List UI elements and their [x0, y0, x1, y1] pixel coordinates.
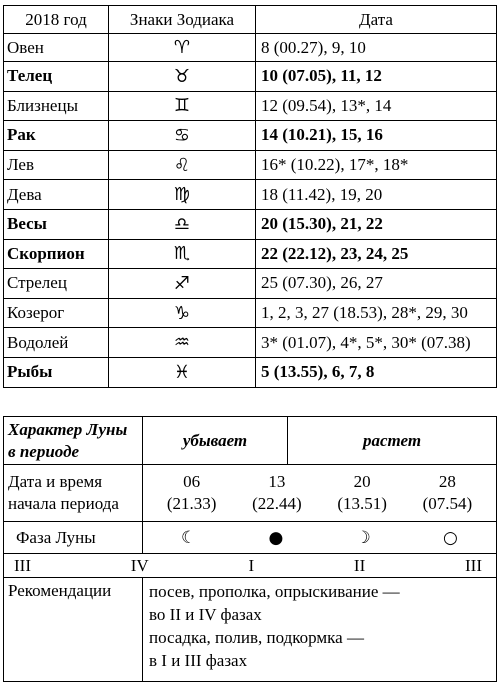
zodiac-row: [4, 121, 497, 151]
quarter-label: III: [465, 555, 482, 575]
moon-character-label-line1: Характер Луны: [8, 419, 128, 439]
zodiac-row: [4, 239, 497, 269]
moon-recommendations-row: [4, 578, 497, 682]
moon-character-label: [4, 417, 143, 465]
moon-phase-row: [4, 522, 497, 554]
zodiac-symbol-icon: ♐︎: [109, 269, 256, 299]
sign-dates: 20 (15.30), 21, 22: [256, 209, 497, 239]
period-day: 20: [353, 472, 371, 491]
period-time: (21.33): [166, 494, 217, 513]
sign-dates: 16* (10.22), 17*, 18*: [256, 150, 497, 180]
period-time: (07.54): [422, 494, 473, 513]
zodiac-row: [4, 34, 497, 62]
waxing-crescent-icon: ☽: [355, 527, 371, 548]
zodiac-symbol-icon: ♓︎: [109, 357, 256, 387]
moon-phase-icons: [143, 522, 497, 554]
sign-dates: 8 (00.27), 9, 10: [256, 34, 497, 62]
zodiac-symbol-icon: ♋︎: [109, 121, 256, 151]
zodiac-row: [4, 269, 497, 299]
sign-dates: 14 (10.21), 15, 16: [256, 121, 497, 151]
sign-name: Овен: [4, 34, 109, 62]
zodiac-row: [4, 180, 497, 210]
moon-waning: убывает: [143, 417, 288, 465]
sign-name: Лев: [4, 150, 109, 180]
moon-dates-label: [4, 465, 143, 522]
sign-dates: 5 (13.55), 6, 7, 8: [256, 357, 497, 387]
recommendation-line: посадка, полив, подкормка —: [149, 628, 364, 647]
zodiac-row: [4, 62, 497, 92]
zodiac-symbol-icon: ♈︎: [109, 34, 256, 62]
zodiac-symbol-icon: ♑︎: [109, 298, 256, 328]
sign-name: Скорпион: [4, 239, 109, 269]
period-day: 13: [268, 472, 286, 491]
sign-dates: 25 (07.30), 26, 27: [256, 269, 497, 299]
zodiac-symbol-icon: ♍︎: [109, 180, 256, 210]
header-signs: Знаки Зодиака: [109, 6, 256, 34]
recommendation-line: во II и IV фазах: [149, 605, 262, 624]
sign-dates: 10 (07.05), 11, 12: [256, 62, 497, 92]
zodiac-symbol-icon: ♒︎: [109, 328, 256, 358]
new-moon-icon: ●: [268, 527, 284, 548]
header-date: Дата: [256, 6, 497, 34]
recommendation-line: посев, прополка, опрыскивание —: [149, 582, 400, 601]
moon-dates-label-line1: Дата и время: [8, 472, 103, 491]
period-time: (22.44): [252, 494, 302, 513]
period-1: [149, 471, 234, 515]
sign-dates: 22 (22.12), 23, 24, 25: [256, 239, 497, 269]
zodiac-row: [4, 209, 497, 239]
moon-dates-label-line2: начала периода: [8, 494, 119, 513]
moon-quarters: [4, 554, 497, 578]
period-2: [234, 471, 319, 515]
sign-name: Козерог: [4, 298, 109, 328]
recommendations-text: [143, 578, 497, 682]
zodiac-row: [4, 150, 497, 180]
period-4: [405, 471, 490, 515]
sign-name: Рак: [4, 121, 109, 151]
moon-dates-values: [143, 465, 497, 522]
sign-dates: 3* (01.07), 4*, 5*, 30* (07.38): [256, 328, 497, 358]
sign-name: Близнецы: [4, 91, 109, 121]
zodiac-row: [4, 298, 497, 328]
moon-character-label-line2: в периоде: [8, 441, 80, 461]
zodiac-symbol-icon: ♉︎: [109, 62, 256, 92]
period-time: (13.51): [337, 494, 387, 513]
zodiac-row: [4, 91, 497, 121]
quarter-label: III: [14, 555, 31, 575]
moon-phase-table: [3, 416, 497, 682]
moon-dates-row: [4, 465, 497, 522]
recommendation-line: в I и III фазах: [149, 651, 248, 670]
sign-name: Водолей: [4, 328, 109, 358]
zodiac-symbol-icon: ♎︎: [109, 209, 256, 239]
period-3: [320, 471, 405, 515]
sign-name: Стрелец: [4, 269, 109, 299]
zodiac-symbol-icon: ♌︎: [109, 150, 256, 180]
moon-quarters-row: [4, 554, 497, 578]
quarter-label: IV: [130, 555, 149, 575]
zodiac-row: [4, 328, 497, 358]
sign-dates: 12 (09.54), 13*, 14: [256, 91, 497, 121]
zodiac-row: [4, 357, 497, 387]
sign-dates: 18 (11.42), 19, 20: [256, 180, 497, 210]
quarter-label: I: [248, 555, 255, 575]
sign-name: Весы: [4, 209, 109, 239]
sign-dates: 1, 2, 3, 27 (18.53), 28*, 29, 30: [256, 298, 497, 328]
waning-crescent-icon: ☾: [181, 527, 197, 548]
full-moon-icon: ○: [442, 527, 458, 548]
zodiac-table: [3, 5, 497, 388]
recommendations-label: Рекомендации: [4, 578, 143, 682]
header-year: 2018 год: [4, 6, 109, 34]
sign-name: Телец: [4, 62, 109, 92]
sign-name: Дева: [4, 180, 109, 210]
sign-name: Рыбы: [4, 357, 109, 387]
zodiac-header-row: [4, 6, 497, 34]
moon-phase-label: Фаза Луны: [4, 522, 143, 554]
quarter-label: II: [353, 555, 366, 575]
period-day: 06: [183, 472, 201, 491]
moon-character-row: [4, 417, 497, 465]
moon-waxing: растет: [288, 417, 497, 465]
zodiac-symbol-icon: ♏︎: [109, 239, 256, 269]
period-day: 28: [438, 472, 456, 491]
zodiac-symbol-icon: ♊︎: [109, 91, 256, 121]
